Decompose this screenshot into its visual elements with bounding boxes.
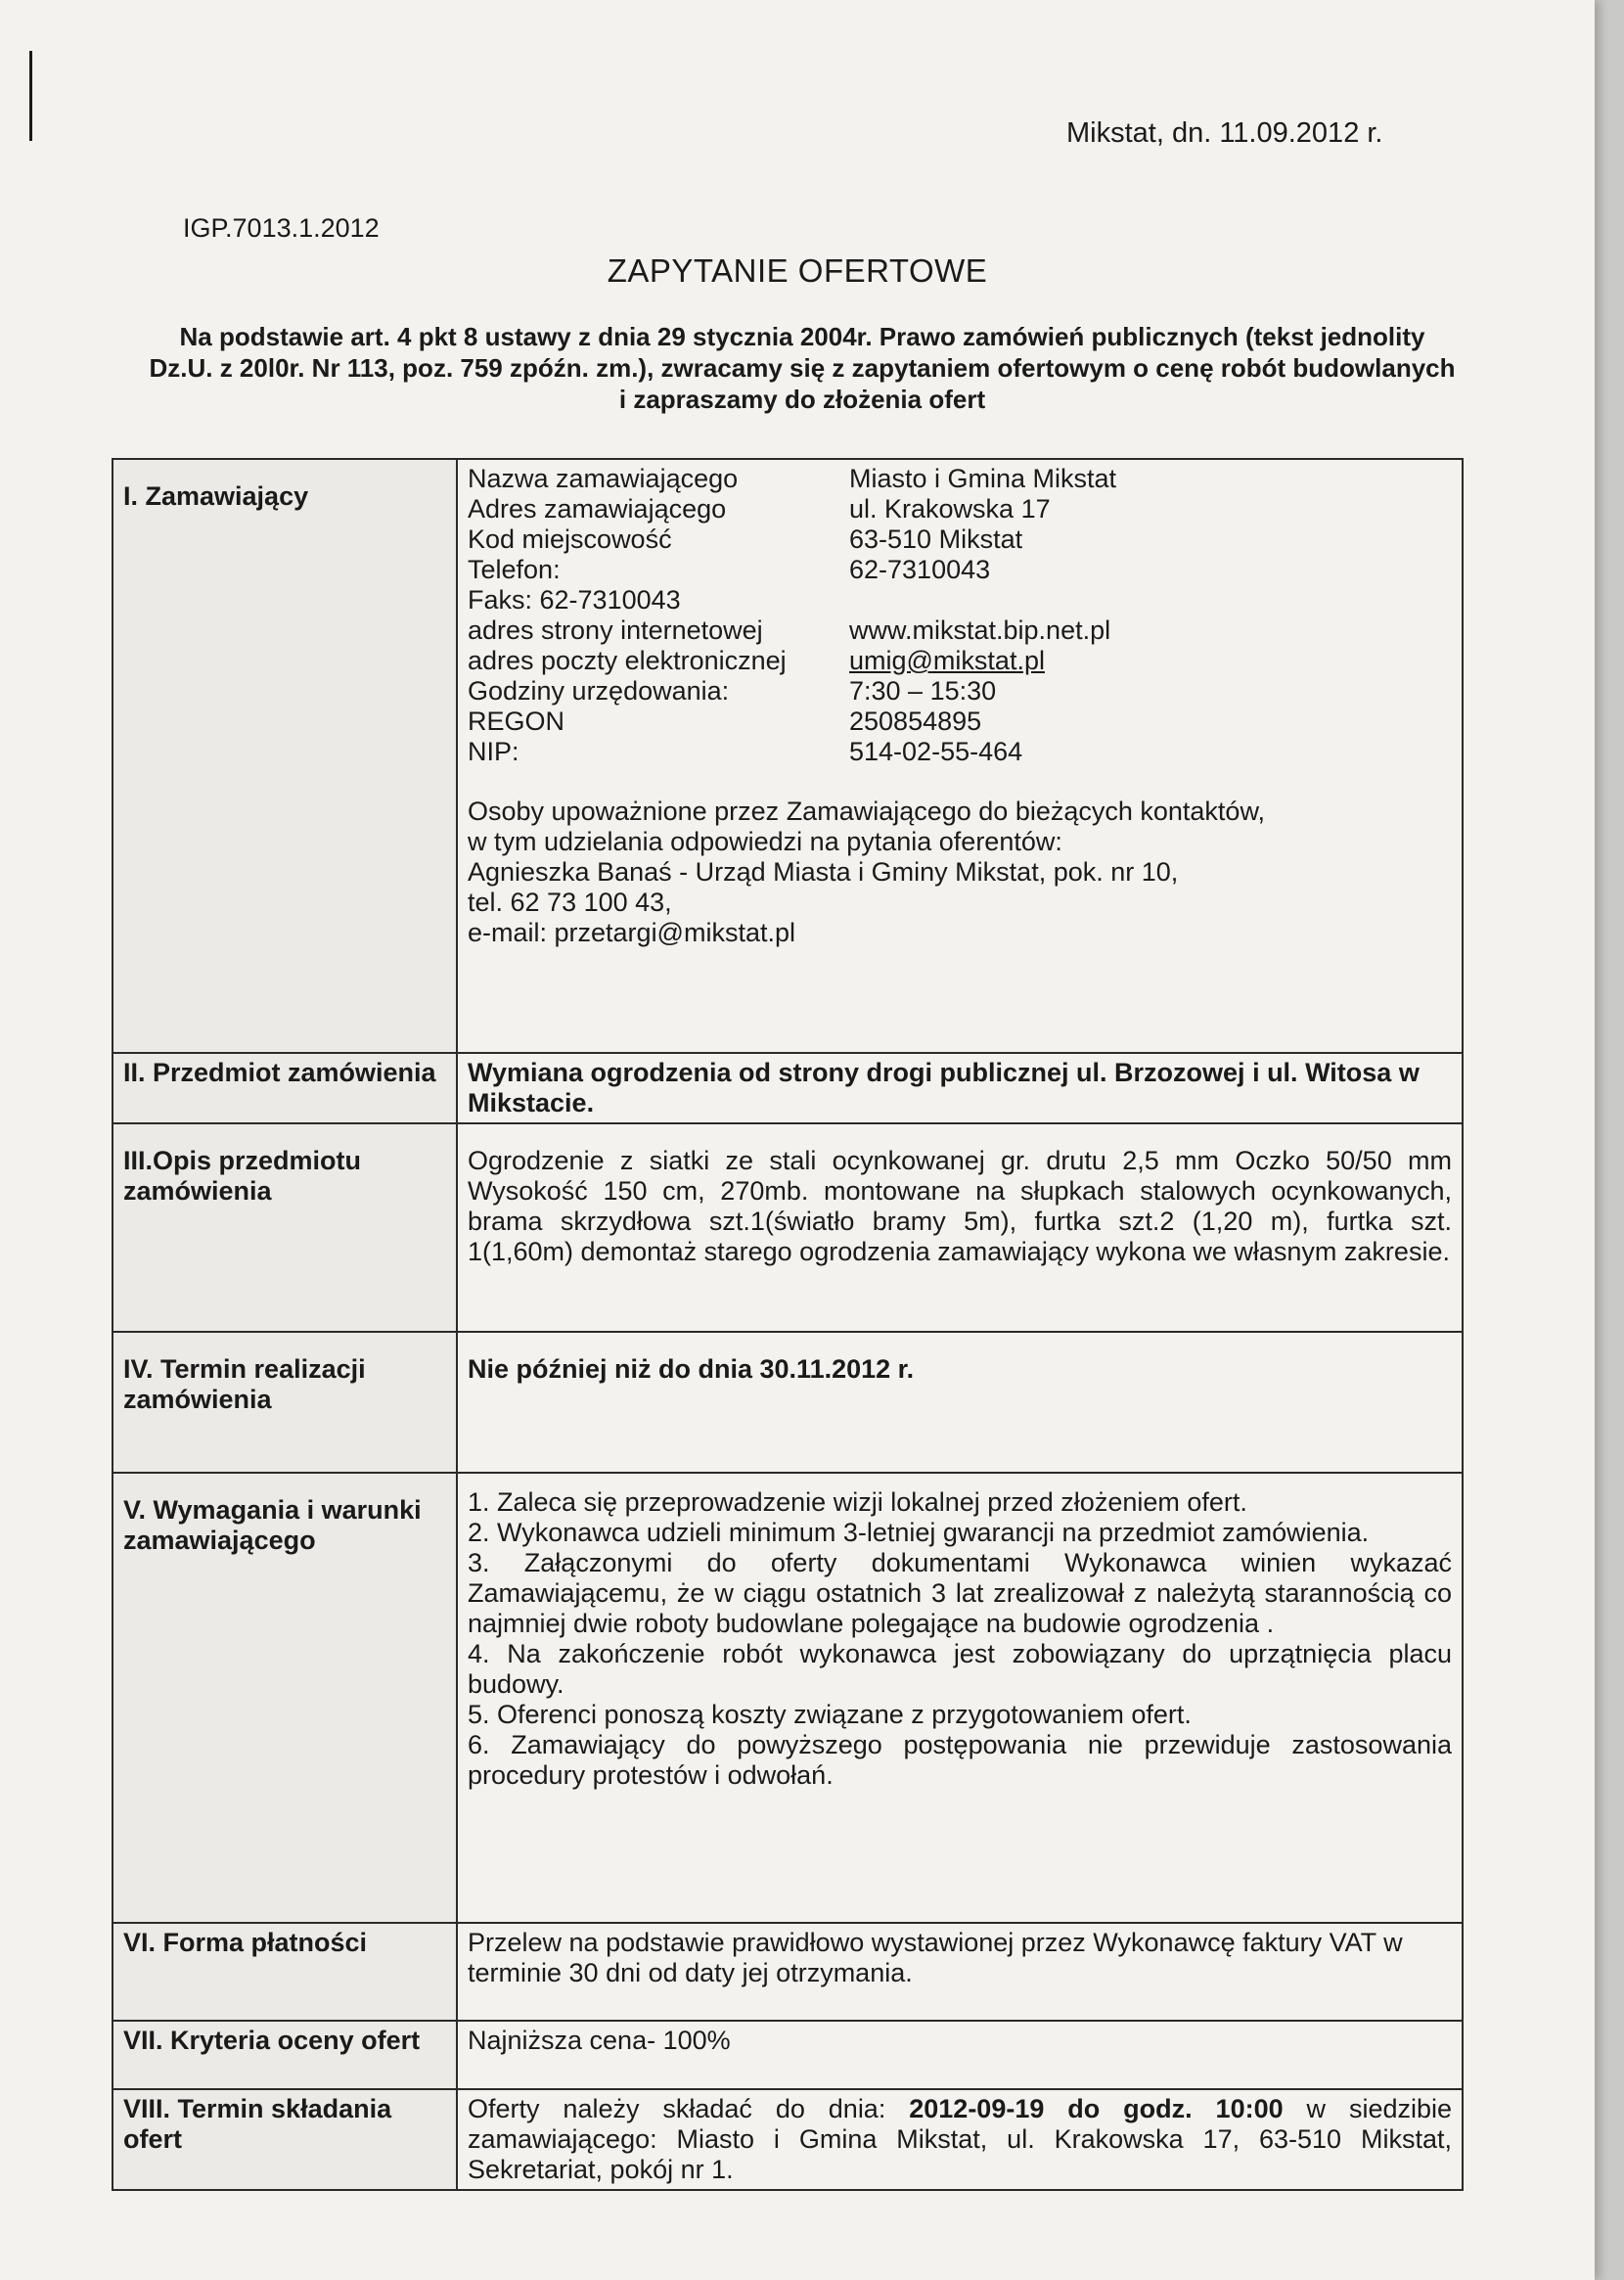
field-label: Adres zamawiającego <box>468 494 727 524</box>
section-row-submission <box>113 2089 1463 2190</box>
field-label: Nazwa zamawiającego <box>468 464 739 493</box>
section-row-requirements <box>113 1473 1463 1923</box>
field-value: Miasto i Gmina Mikstat <box>849 464 1117 493</box>
section-label: III.Opis przedmiotu zamówienia <box>113 1123 457 1332</box>
field-label: Godziny urzędowania: <box>468 676 730 706</box>
section-label: I. Zamawiający <box>113 459 457 1053</box>
section-row-deadline <box>113 1332 1463 1473</box>
section-content: Wymiana ogrodzenia od strony drogi publicznej ul. Brzozowej i ul. Witosa w Mikstacie. <box>457 1053 1463 1123</box>
field-label: adres strony internetowej <box>468 616 763 645</box>
section-row-criteria <box>113 2021 1463 2089</box>
section-row-contracting-authority <box>113 459 1463 1053</box>
section-content <box>457 459 1463 1053</box>
contact-line: Osoby upoważnione przez Zamawiającego do bieżących kontaktów, <box>468 797 1265 826</box>
requirement-item: 3. Załączonymi do oferty dokumentami Wykonawca winien wykazać Zamawiającemu, że w ciągu ostatnich 3 lat zrealizował z należytą starannością co najmniej dwie roboty budowlane polegające na budowie ogrodzenia . <box>468 1548 1452 1638</box>
section-row-payment <box>113 1923 1463 2021</box>
section-content: Ogrodzenie z siatki ze stali ocynkowanej gr. drutu 2,5 mm Oczko 50/50 mm Wysokość 150 cm, 270mb. montowane na słupkach stalowych ocynkowanych, brama skrzydłowa szt.1(światło bramy 5m), furtka szt.2 (1,20 m), furtka szt. 1(1,60m) demontaż starego ogrodzenia zamawiający wykona we własnym zakresie. <box>457 1123 1463 1332</box>
field-value: 250854895 <box>849 707 982 736</box>
section-content <box>457 1473 1463 1923</box>
scan-edge-mark <box>29 51 32 141</box>
field-value: 62-7310043 <box>849 555 991 584</box>
requirement-item: 2. Wykonawca udzieli minimum 3-letniej gwarancji na przedmiot zamówienia. <box>468 1518 1370 1547</box>
reference-number: IGP.7013.1.2012 <box>183 213 380 243</box>
contact-line: tel. 62 73 100 43, <box>468 888 672 917</box>
submission-deadline: 2012-09-19 do godz. 10:00 <box>909 2094 1284 2123</box>
section-content: Nie później niż do dnia 30.11.2012 r. <box>457 1332 1463 1473</box>
email-link[interactable]: umig@mikstat.pl <box>849 646 1045 675</box>
section-label: IV. Termin realizacji zamówienia <box>113 1332 457 1473</box>
contact-line: e-mail: przetargi@mikstat.pl <box>468 918 795 947</box>
authority-details-2 <box>468 616 1452 767</box>
section-row-subject <box>113 1053 1463 1123</box>
field-label: REGON <box>468 707 565 736</box>
field-value: 63-510 Mikstat <box>849 524 1023 554</box>
field-value: ul. Krakowska 17 <box>849 494 1051 524</box>
requirement-item: 6. Zamawiający do powyższego postępowania nie przewiduje zastosowania procedury protestów i odwołań. <box>468 1730 1452 1790</box>
contact-line: Agnieszka Banaś - Urząd Miasta i Gminy Mikstat, pok. nr 10, <box>468 857 1179 887</box>
section-content: Przelew na podstawie prawidłowo wystawionej przez Wykonawcę faktury VAT w terminie 30 dni od daty jej otrzymania. <box>457 1923 1463 2021</box>
requirement-item: 4. Na zakończenie robót wykonawca jest zobowiązany do uprzątnięcia placu budowy. <box>468 1639 1452 1699</box>
document-title: ZAPYTANIE OFERTOWE <box>607 252 988 289</box>
contact-line: w tym udzielania odpowiedzi na pytania oferentów: <box>468 827 1062 856</box>
offer-table <box>112 458 1464 2191</box>
fax-line: Faks: 62-7310043 <box>468 585 681 615</box>
website-link[interactable]: www.mikstat.bip.net.pl <box>849 616 1111 645</box>
submission-text: Oferty należy składać do dnia: <box>468 2094 910 2123</box>
submission-text: w siedzibie zamawiającego: Miasto i Gmina Mikstat, ul. Krakowska 17, 63-510 Mikstat, Sekretariat, pokój nr 1. <box>468 2094 1453 2184</box>
field-value: 514-02-55-464 <box>849 737 1023 766</box>
section-label: V. Wymagania i warunki zamawiającego <box>113 1473 457 1923</box>
preamble: Na podstawie art. 4 pkt 8 ustawy z dnia 29 stycznia 2004r. Prawo zamówień publicznych (tekst jednolity Dz.U. z 20l0r. Nr 113, poz. 759 zpóźn. zm.), zwracamy się z zapytaniem ofertowym o cenę robót budowlanych i zapraszamy do złożenia ofert <box>149 322 1456 414</box>
field-label: adres poczty elektronicznej <box>468 646 787 675</box>
field-label: NIP: <box>468 737 519 766</box>
section-label: VII. Kryteria oceny ofert <box>113 2021 457 2089</box>
section-label: II. Przedmiot zamówienia <box>113 1053 457 1123</box>
requirement-item: 5. Oferenci ponoszą koszty związane z przygotowaniem ofert. <box>468 1700 1192 1729</box>
section-label: VIII. Termin składania ofert <box>113 2089 457 2190</box>
contact-persons <box>468 797 1452 948</box>
requirement-item: 1. Zaleca się przeprowadzenie wizji lokalnej przed złożeniem ofert. <box>468 1487 1247 1517</box>
field-label: Telefon: <box>468 555 561 584</box>
section-content <box>457 2089 1463 2190</box>
section-row-description <box>113 1123 1463 1332</box>
section-content: Najniższa cena- 100% <box>457 2021 1463 2089</box>
authority-details <box>468 464 1452 585</box>
section-label: VI. Forma płatności <box>113 1923 457 2021</box>
field-label: Kod miejscowość <box>468 524 672 554</box>
place-date: Mikstat, dn. 11.09.2012 r. <box>1066 117 1383 149</box>
field-value: 7:30 – 15:30 <box>849 676 997 706</box>
